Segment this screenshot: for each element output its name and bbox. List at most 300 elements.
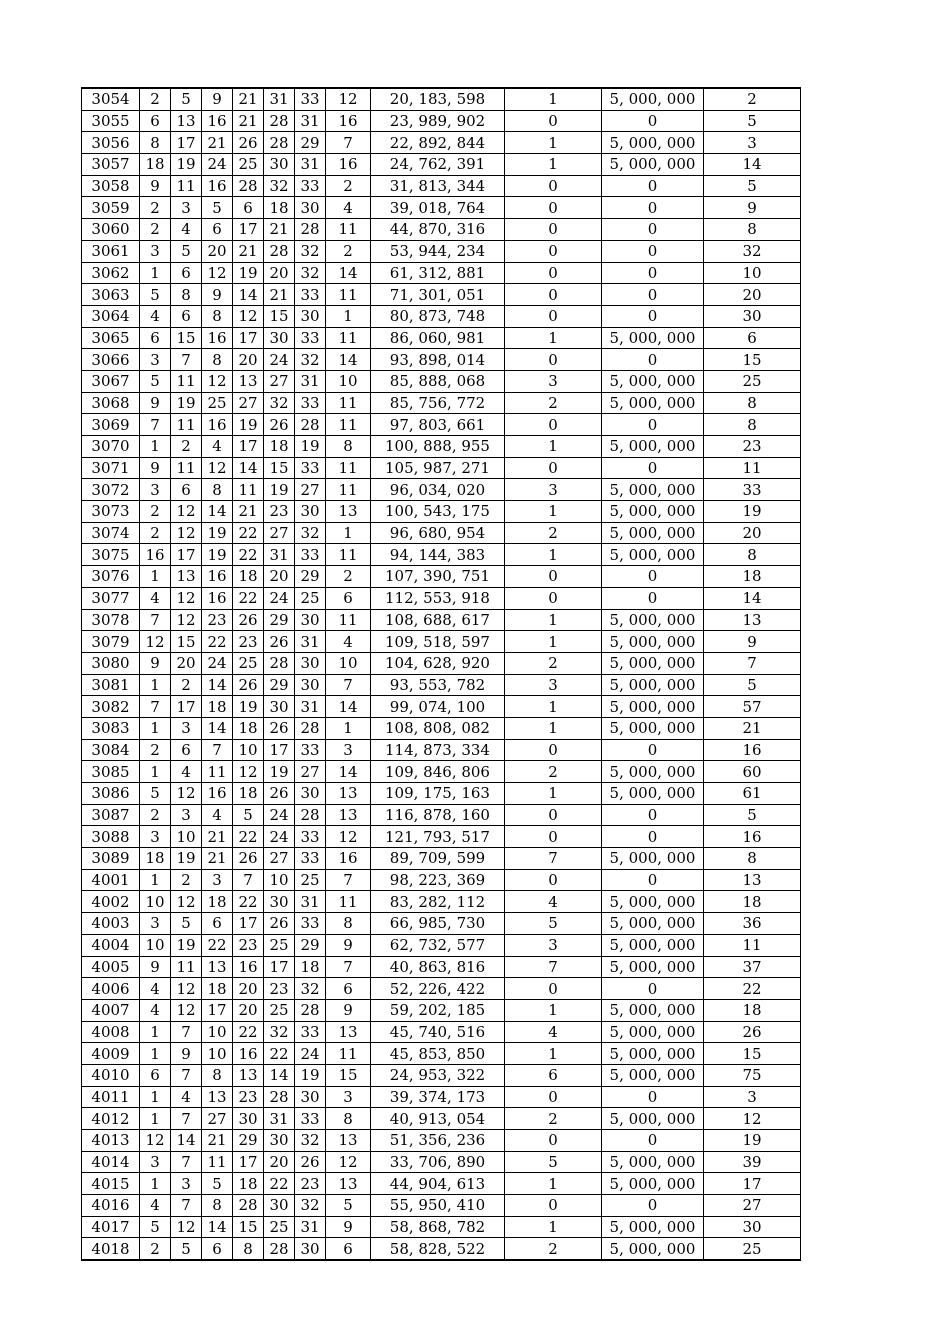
cell-ball-4: 19 (233, 696, 264, 718)
cell-special-ball: 6 (326, 1238, 371, 1260)
table-row (82, 587, 801, 609)
cell-sales-amount: 71, 301, 051 (371, 284, 505, 306)
cell-ball-5: 28 (264, 240, 295, 262)
table-row (82, 457, 801, 479)
cell-prize-amount: 5, 000, 000 (602, 522, 704, 544)
cell-ball-5: 29 (264, 674, 295, 696)
cell-ball-3: 6 (202, 913, 233, 935)
cell-winner-count: 0 (505, 566, 602, 588)
cell-count: 18 (704, 891, 801, 913)
cell-special-ball: 14 (326, 696, 371, 718)
cell-ball-4: 18 (233, 717, 264, 739)
table-row (82, 522, 801, 544)
cell-sales-amount: 94, 144, 383 (371, 544, 505, 566)
cell-prize-amount: 5, 000, 000 (602, 891, 704, 913)
cell-prize-amount: 5, 000, 000 (602, 544, 704, 566)
cell-winner-count: 4 (505, 891, 602, 913)
table-row (82, 154, 801, 176)
cell-ball-3: 27 (202, 1108, 233, 1130)
cell-sales-amount: 44, 904, 613 (371, 1173, 505, 1195)
cell-count: 25 (704, 370, 801, 392)
cell-count: 57 (704, 696, 801, 718)
cell-ball-6: 28 (295, 717, 326, 739)
cell-special-ball: 11 (326, 609, 371, 631)
cell-ball-2: 20 (171, 652, 202, 674)
cell-winner-count: 1 (505, 154, 602, 176)
cell-ball-3: 24 (202, 154, 233, 176)
cell-ball-4: 29 (233, 1130, 264, 1152)
cell-ball-5: 19 (264, 761, 295, 783)
cell-winner-count: 1 (505, 436, 602, 458)
cell-winner-count: 1 (505, 1216, 602, 1238)
cell-ball-4: 14 (233, 284, 264, 306)
cell-ball-6: 33 (295, 1021, 326, 1043)
cell-special-ball: 8 (326, 436, 371, 458)
cell-ball-3: 21 (202, 132, 233, 154)
cell-prize-amount: 0 (602, 349, 704, 371)
cell-ball-4: 26 (233, 609, 264, 631)
cell-prize-amount: 0 (602, 110, 704, 132)
table-row (82, 913, 801, 935)
cell-ball-6: 33 (295, 327, 326, 349)
cell-special-ball: 14 (326, 761, 371, 783)
cell-winner-count: 5 (505, 1151, 602, 1173)
cell-ball-3: 25 (202, 392, 233, 414)
cell-sales-amount: 39, 374, 173 (371, 1086, 505, 1108)
cell-ball-3: 11 (202, 761, 233, 783)
cell-issue-number: 4005 (82, 956, 140, 978)
cell-count: 32 (704, 240, 801, 262)
cell-issue-number: 3069 (82, 414, 140, 436)
cell-winner-count: 1 (505, 631, 602, 653)
cell-ball-3: 18 (202, 978, 233, 1000)
cell-winner-count: 0 (505, 1086, 602, 1108)
cell-ball-4: 26 (233, 848, 264, 870)
cell-ball-6: 32 (295, 240, 326, 262)
cell-count: 12 (704, 1108, 801, 1130)
cell-winner-count: 1 (505, 783, 602, 805)
cell-winner-count: 1 (505, 88, 602, 110)
cell-prize-amount: 5, 000, 000 (602, 999, 704, 1021)
cell-ball-2: 3 (171, 804, 202, 826)
cell-sales-amount: 85, 888, 068 (371, 370, 505, 392)
cell-special-ball: 9 (326, 999, 371, 1021)
table-row (82, 544, 801, 566)
cell-prize-amount: 0 (602, 1195, 704, 1217)
cell-ball-3: 14 (202, 501, 233, 523)
cell-winner-count: 3 (505, 934, 602, 956)
cell-ball-1: 4 (140, 999, 171, 1021)
cell-issue-number: 3086 (82, 783, 140, 805)
cell-special-ball: 11 (326, 457, 371, 479)
cell-sales-amount: 98, 223, 369 (371, 869, 505, 891)
cell-ball-6: 33 (295, 88, 326, 110)
cell-special-ball: 11 (326, 479, 371, 501)
cell-winner-count: 0 (505, 978, 602, 1000)
cell-ball-1: 4 (140, 1195, 171, 1217)
cell-issue-number: 4015 (82, 1173, 140, 1195)
cell-issue-number: 3087 (82, 804, 140, 826)
cell-winner-count: 1 (505, 999, 602, 1021)
cell-ball-6: 23 (295, 1173, 326, 1195)
cell-sales-amount: 86, 060, 981 (371, 327, 505, 349)
cell-ball-2: 12 (171, 501, 202, 523)
cell-ball-3: 4 (202, 436, 233, 458)
cell-ball-1: 1 (140, 1021, 171, 1043)
cell-ball-4: 20 (233, 999, 264, 1021)
cell-ball-1: 10 (140, 934, 171, 956)
table-row (82, 1108, 801, 1130)
cell-count: 60 (704, 761, 801, 783)
cell-ball-4: 22 (233, 522, 264, 544)
cell-ball-6: 32 (295, 978, 326, 1000)
cell-ball-1: 4 (140, 978, 171, 1000)
cell-special-ball: 4 (326, 197, 371, 219)
cell-prize-amount: 5, 000, 000 (602, 1151, 704, 1173)
table-row (82, 1195, 801, 1217)
cell-issue-number: 3081 (82, 674, 140, 696)
cell-ball-6: 33 (295, 1108, 326, 1130)
cell-sales-amount: 22, 892, 844 (371, 132, 505, 154)
cell-ball-4: 21 (233, 88, 264, 110)
cell-winner-count: 0 (505, 1130, 602, 1152)
cell-sales-amount: 109, 175, 163 (371, 783, 505, 805)
cell-ball-4: 18 (233, 566, 264, 588)
cell-ball-2: 3 (171, 717, 202, 739)
cell-special-ball: 7 (326, 956, 371, 978)
cell-ball-5: 18 (264, 197, 295, 219)
cell-ball-4: 12 (233, 305, 264, 327)
cell-sales-amount: 93, 553, 782 (371, 674, 505, 696)
cell-ball-1: 1 (140, 1086, 171, 1108)
cell-ball-1: 5 (140, 783, 171, 805)
cell-ball-2: 15 (171, 327, 202, 349)
cell-ball-2: 7 (171, 1195, 202, 1217)
cell-ball-5: 20 (264, 262, 295, 284)
cell-ball-1: 9 (140, 175, 171, 197)
cell-ball-4: 22 (233, 826, 264, 848)
cell-count: 33 (704, 479, 801, 501)
cell-count: 8 (704, 544, 801, 566)
cell-ball-1: 3 (140, 479, 171, 501)
cell-ball-3: 6 (202, 1238, 233, 1260)
cell-ball-2: 19 (171, 848, 202, 870)
table-row (82, 436, 801, 458)
cell-sales-amount: 45, 853, 850 (371, 1043, 505, 1065)
cell-ball-4: 20 (233, 349, 264, 371)
table-row (82, 869, 801, 891)
cell-ball-3: 21 (202, 1130, 233, 1152)
cell-ball-2: 11 (171, 414, 202, 436)
cell-special-ball: 3 (326, 739, 371, 761)
cell-issue-number: 3071 (82, 457, 140, 479)
cell-ball-1: 9 (140, 457, 171, 479)
cell-special-ball: 6 (326, 587, 371, 609)
table-row (82, 197, 801, 219)
cell-count: 7 (704, 652, 801, 674)
cell-ball-5: 20 (264, 1151, 295, 1173)
cell-count: 18 (704, 999, 801, 1021)
cell-prize-amount: 5, 000, 000 (602, 1043, 704, 1065)
cell-issue-number: 3077 (82, 587, 140, 609)
cell-issue-number: 4003 (82, 913, 140, 935)
cell-ball-2: 12 (171, 609, 202, 631)
cell-ball-5: 15 (264, 457, 295, 479)
cell-ball-3: 8 (202, 349, 233, 371)
cell-ball-4: 18 (233, 1173, 264, 1195)
cell-prize-amount: 5, 000, 000 (602, 1021, 704, 1043)
cell-winner-count: 0 (505, 804, 602, 826)
table-row (82, 1064, 801, 1086)
cell-ball-3: 4 (202, 804, 233, 826)
cell-special-ball: 11 (326, 219, 371, 241)
cell-sales-amount: 58, 828, 522 (371, 1238, 505, 1260)
cell-prize-amount: 0 (602, 284, 704, 306)
cell-ball-4: 28 (233, 1195, 264, 1217)
cell-ball-6: 27 (295, 761, 326, 783)
cell-ball-1: 2 (140, 197, 171, 219)
cell-prize-amount: 5, 000, 000 (602, 1064, 704, 1086)
cell-special-ball: 13 (326, 501, 371, 523)
cell-ball-2: 5 (171, 913, 202, 935)
cell-ball-5: 14 (264, 1064, 295, 1086)
cell-special-ball: 13 (326, 1021, 371, 1043)
cell-sales-amount: 107, 390, 751 (371, 566, 505, 588)
cell-sales-amount: 108, 808, 082 (371, 717, 505, 739)
cell-ball-3: 21 (202, 848, 233, 870)
cell-ball-3: 13 (202, 1086, 233, 1108)
cell-issue-number: 3054 (82, 88, 140, 110)
cell-sales-amount: 20, 183, 598 (371, 88, 505, 110)
cell-sales-amount: 83, 282, 112 (371, 891, 505, 913)
cell-ball-5: 30 (264, 696, 295, 718)
cell-ball-6: 32 (295, 522, 326, 544)
cell-prize-amount: 5, 000, 000 (602, 674, 704, 696)
cell-winner-count: 6 (505, 1064, 602, 1086)
cell-special-ball: 9 (326, 1216, 371, 1238)
cell-ball-1: 2 (140, 501, 171, 523)
cell-ball-5: 17 (264, 956, 295, 978)
cell-special-ball: 6 (326, 978, 371, 1000)
cell-count: 16 (704, 826, 801, 848)
cell-ball-3: 17 (202, 999, 233, 1021)
cell-ball-2: 12 (171, 587, 202, 609)
cell-sales-amount: 45, 740, 516 (371, 1021, 505, 1043)
cell-prize-amount: 0 (602, 240, 704, 262)
cell-prize-amount: 0 (602, 739, 704, 761)
cell-ball-6: 33 (295, 457, 326, 479)
cell-ball-3: 5 (202, 197, 233, 219)
cell-ball-1: 6 (140, 327, 171, 349)
cell-ball-3: 18 (202, 891, 233, 913)
cell-sales-amount: 53, 944, 234 (371, 240, 505, 262)
cell-ball-6: 30 (295, 1086, 326, 1108)
cell-ball-2: 17 (171, 132, 202, 154)
cell-prize-amount: 0 (602, 587, 704, 609)
table-row (82, 392, 801, 414)
cell-ball-6: 33 (295, 392, 326, 414)
cell-ball-5: 28 (264, 652, 295, 674)
cell-count: 61 (704, 783, 801, 805)
cell-sales-amount: 61, 312, 881 (371, 262, 505, 284)
cell-ball-3: 21 (202, 826, 233, 848)
cell-count: 30 (704, 1216, 801, 1238)
table-row (82, 132, 801, 154)
cell-winner-count: 2 (505, 1238, 602, 1260)
cell-ball-1: 1 (140, 1043, 171, 1065)
table-row (82, 761, 801, 783)
cell-count: 8 (704, 219, 801, 241)
cell-special-ball: 1 (326, 717, 371, 739)
cell-issue-number: 3076 (82, 566, 140, 588)
cell-ball-6: 26 (295, 1151, 326, 1173)
cell-ball-3: 14 (202, 674, 233, 696)
cell-special-ball: 13 (326, 1130, 371, 1152)
table-row (82, 674, 801, 696)
table-row (82, 262, 801, 284)
table-row (82, 219, 801, 241)
cell-ball-2: 12 (171, 1216, 202, 1238)
table-row (82, 1216, 801, 1238)
cell-count: 15 (704, 1043, 801, 1065)
cell-ball-5: 27 (264, 522, 295, 544)
cell-ball-1: 5 (140, 370, 171, 392)
cell-ball-5: 26 (264, 783, 295, 805)
cell-ball-6: 32 (295, 1195, 326, 1217)
cell-ball-6: 30 (295, 609, 326, 631)
cell-ball-6: 33 (295, 544, 326, 566)
cell-ball-5: 24 (264, 587, 295, 609)
cell-ball-4: 7 (233, 869, 264, 891)
cell-special-ball: 13 (326, 1173, 371, 1195)
cell-ball-2: 15 (171, 631, 202, 653)
cell-ball-3: 14 (202, 1216, 233, 1238)
cell-issue-number: 3079 (82, 631, 140, 653)
cell-ball-2: 6 (171, 479, 202, 501)
cell-ball-3: 7 (202, 739, 233, 761)
cell-prize-amount: 5, 000, 000 (602, 370, 704, 392)
cell-special-ball: 8 (326, 1108, 371, 1130)
cell-sales-amount: 39, 018, 764 (371, 197, 505, 219)
cell-ball-3: 16 (202, 783, 233, 805)
cell-sales-amount: 109, 846, 806 (371, 761, 505, 783)
cell-ball-2: 19 (171, 154, 202, 176)
cell-sales-amount: 24, 762, 391 (371, 154, 505, 176)
cell-winner-count: 1 (505, 717, 602, 739)
cell-ball-3: 16 (202, 414, 233, 436)
cell-winner-count: 2 (505, 1108, 602, 1130)
cell-sales-amount: 55, 950, 410 (371, 1195, 505, 1217)
cell-ball-4: 21 (233, 110, 264, 132)
cell-sales-amount: 58, 868, 782 (371, 1216, 505, 1238)
cell-ball-5: 26 (264, 414, 295, 436)
cell-ball-4: 16 (233, 956, 264, 978)
cell-winner-count: 2 (505, 522, 602, 544)
cell-ball-2: 3 (171, 1173, 202, 1195)
cell-winner-count: 1 (505, 327, 602, 349)
cell-ball-2: 4 (171, 761, 202, 783)
cell-ball-4: 25 (233, 652, 264, 674)
cell-ball-3: 19 (202, 522, 233, 544)
cell-issue-number: 4008 (82, 1021, 140, 1043)
cell-count: 26 (704, 1021, 801, 1043)
cell-issue-number: 4011 (82, 1086, 140, 1108)
cell-winner-count: 1 (505, 132, 602, 154)
cell-ball-3: 13 (202, 956, 233, 978)
cell-ball-3: 16 (202, 175, 233, 197)
cell-winner-count: 0 (505, 110, 602, 132)
cell-prize-amount: 5, 000, 000 (602, 652, 704, 674)
cell-ball-5: 21 (264, 219, 295, 241)
cell-ball-6: 33 (295, 284, 326, 306)
cell-ball-6: 28 (295, 414, 326, 436)
cell-ball-1: 1 (140, 674, 171, 696)
cell-count: 18 (704, 566, 801, 588)
cell-ball-1: 1 (140, 566, 171, 588)
cell-ball-5: 24 (264, 804, 295, 826)
cell-ball-6: 25 (295, 587, 326, 609)
cell-ball-5: 31 (264, 88, 295, 110)
cell-ball-1: 2 (140, 1238, 171, 1260)
cell-winner-count: 1 (505, 501, 602, 523)
cell-ball-5: 28 (264, 132, 295, 154)
cell-winner-count: 0 (505, 219, 602, 241)
cell-winner-count: 0 (505, 284, 602, 306)
cell-issue-number: 3083 (82, 717, 140, 739)
cell-ball-2: 7 (171, 349, 202, 371)
cell-issue-number: 3062 (82, 262, 140, 284)
cell-issue-number: 3058 (82, 175, 140, 197)
cell-sales-amount: 96, 680, 954 (371, 522, 505, 544)
cell-ball-2: 5 (171, 1238, 202, 1260)
cell-ball-6: 30 (295, 652, 326, 674)
cell-ball-2: 11 (171, 370, 202, 392)
cell-ball-4: 23 (233, 934, 264, 956)
cell-special-ball: 9 (326, 934, 371, 956)
cell-ball-6: 31 (295, 891, 326, 913)
cell-issue-number: 3072 (82, 479, 140, 501)
cell-issue-number: 3061 (82, 240, 140, 262)
cell-special-ball: 2 (326, 240, 371, 262)
cell-prize-amount: 5, 000, 000 (602, 132, 704, 154)
cell-count: 17 (704, 1173, 801, 1195)
cell-ball-3: 18 (202, 696, 233, 718)
cell-ball-5: 30 (264, 154, 295, 176)
cell-issue-number: 3068 (82, 392, 140, 414)
cell-sales-amount: 66, 985, 730 (371, 913, 505, 935)
cell-ball-3: 14 (202, 717, 233, 739)
cell-issue-number: 3084 (82, 739, 140, 761)
cell-ball-4: 16 (233, 1043, 264, 1065)
cell-count: 11 (704, 457, 801, 479)
cell-ball-6: 33 (295, 826, 326, 848)
cell-ball-1: 7 (140, 696, 171, 718)
cell-ball-4: 30 (233, 1108, 264, 1130)
table-row (82, 501, 801, 523)
cell-issue-number: 3055 (82, 110, 140, 132)
cell-sales-amount: 52, 226, 422 (371, 978, 505, 1000)
cell-issue-number: 3080 (82, 652, 140, 674)
cell-ball-3: 8 (202, 305, 233, 327)
cell-ball-2: 2 (171, 674, 202, 696)
cell-count: 20 (704, 522, 801, 544)
cell-ball-5: 23 (264, 501, 295, 523)
cell-issue-number: 3066 (82, 349, 140, 371)
cell-ball-1: 9 (140, 956, 171, 978)
cell-ball-2: 10 (171, 826, 202, 848)
cell-ball-6: 33 (295, 175, 326, 197)
cell-ball-3: 10 (202, 1043, 233, 1065)
